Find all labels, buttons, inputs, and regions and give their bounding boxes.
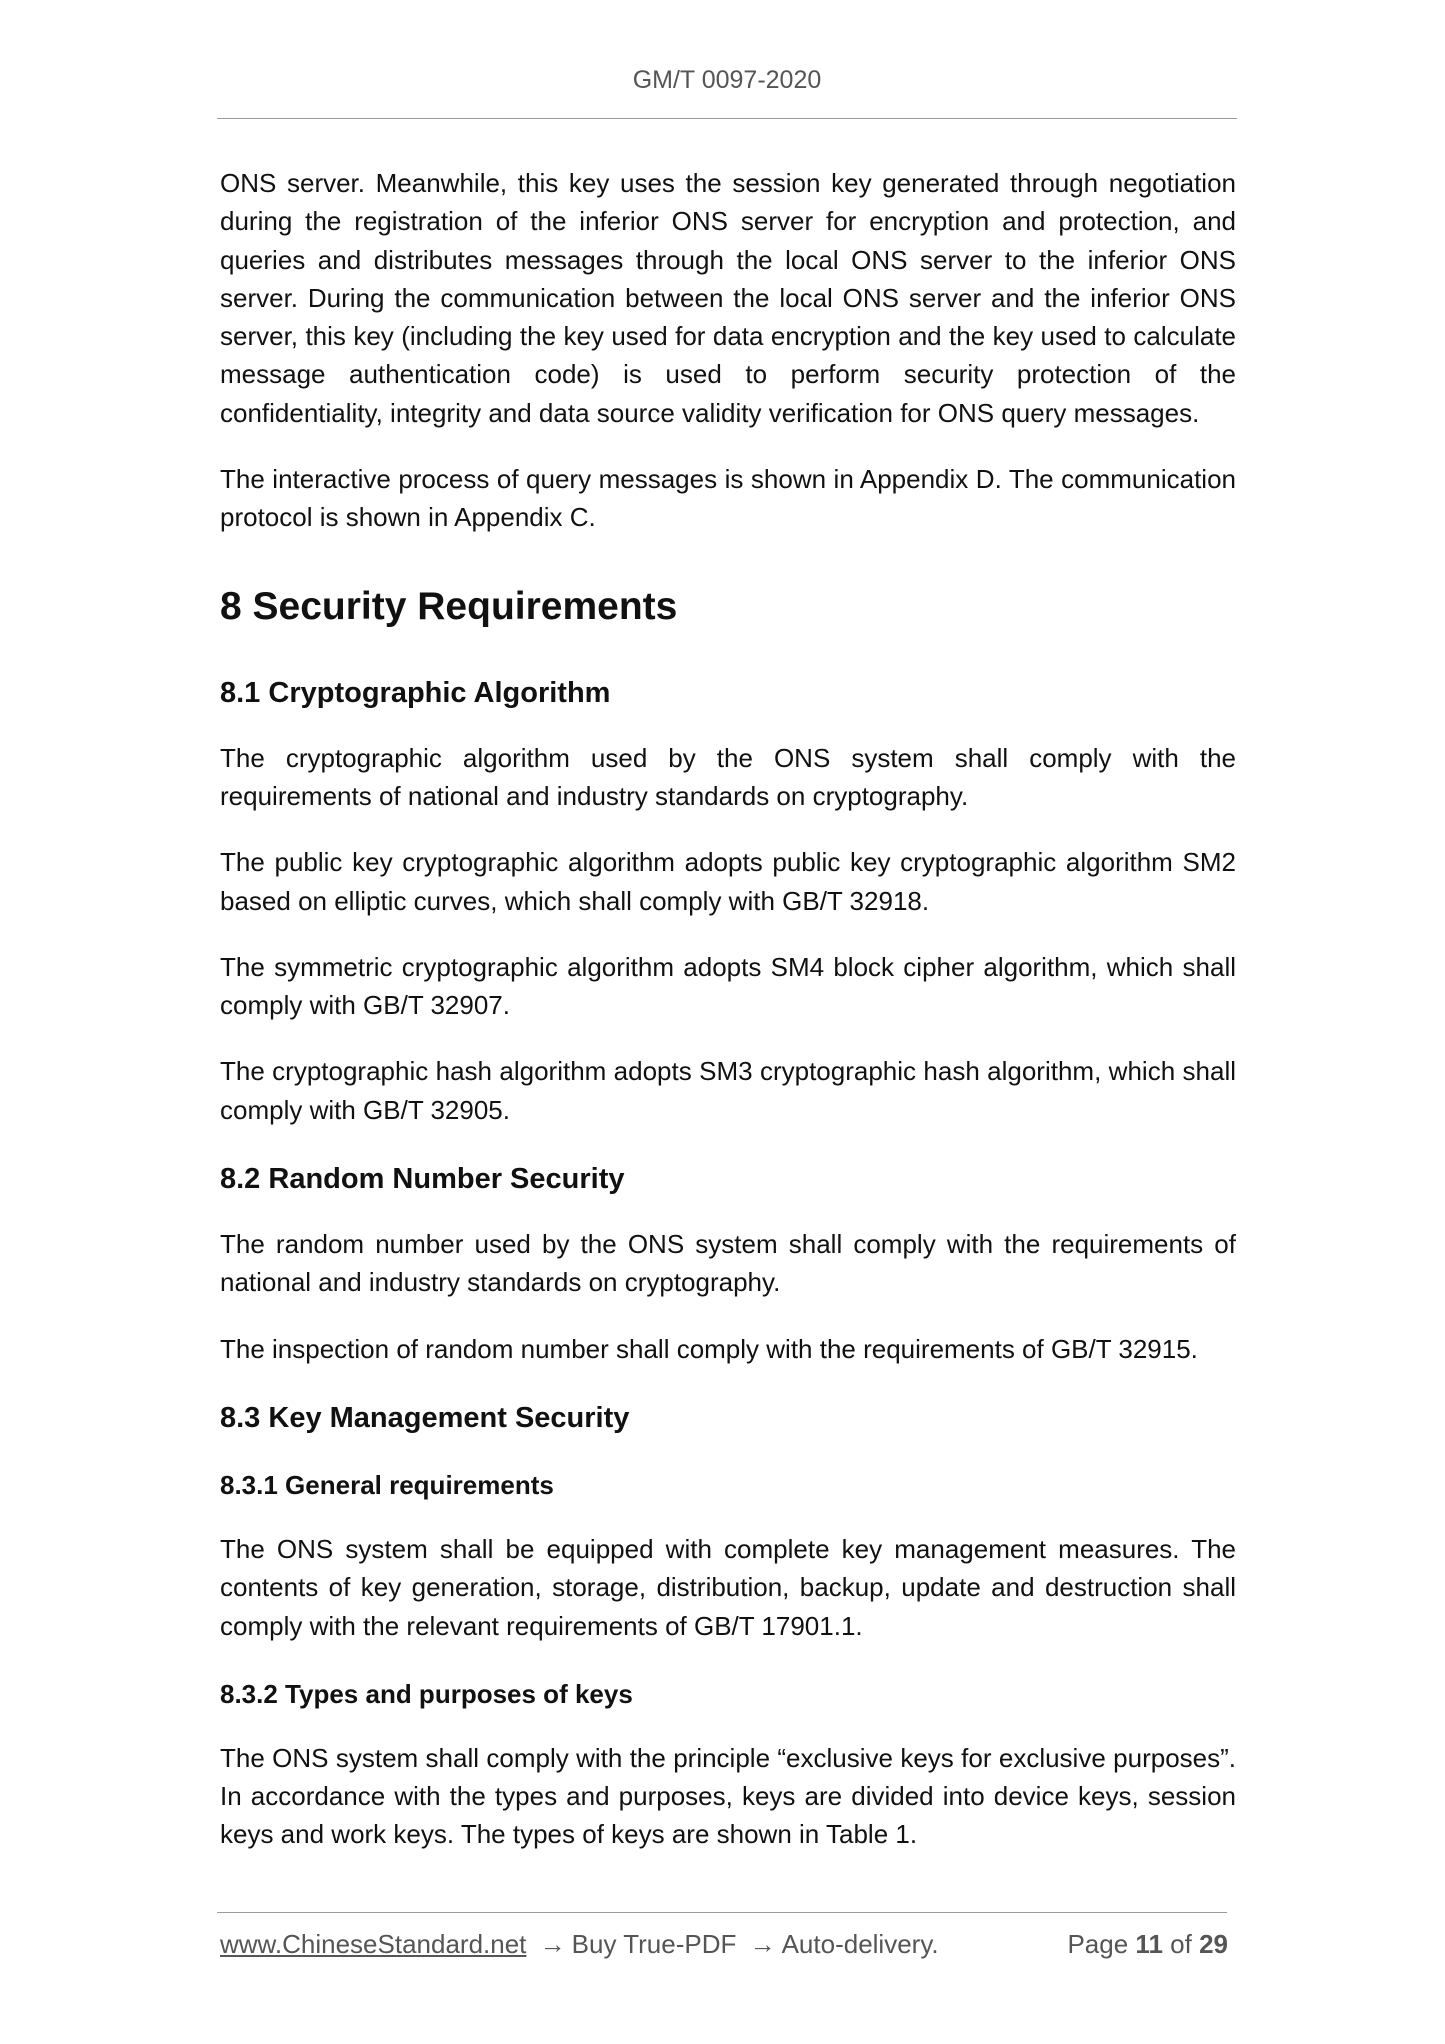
- section-heading-8-2: 8.2 Random Number Security: [220, 1163, 625, 1196]
- page-total: 29: [1199, 1929, 1228, 1959]
- body-paragraph: The cryptographic hash algorithm adopts SM3 cryptographic hash algorithm, which shall comply with GB/T 32905.: [220, 1056, 1236, 1125]
- footer-divider: [217, 1912, 1227, 1913]
- of-label: of: [1170, 1929, 1192, 1959]
- body-paragraph: ONS server. Meanwhile, this key uses the session key generated through negotiation during the registration of the inferior ONS server for encryption and protection, and queries and distributes messages through the local ONS server to the inferior ONS server. During the communication between the local ONS server and the inferior ONS server, this key (including the key used for data encryption and the key used to calculate message authentication code) is used to perform security protection of the confidentiality, integrity and data source validity verification for ONS query messages.: [220, 168, 1236, 428]
- section-heading-8-3-2: 8.3.2 Types and purposes of keys: [220, 1678, 633, 1709]
- site-link[interactable]: www.ChineseStandard.net: [220, 1929, 527, 1959]
- arrow-right-icon: →: [539, 1929, 566, 1959]
- section-heading-8-3: 8.3 Key Management Security: [220, 1401, 630, 1434]
- body-paragraph: The interactive process of query messages is shown in Appendix D. The communication protocol is shown in Appendix C.: [220, 464, 1236, 533]
- body-paragraph: The public key cryptographic algorithm adopts public key cryptographic algorithm SM2 based on elliptic curves, which shall comply with GB/T 32918.: [220, 847, 1236, 916]
- document-header: GM/T 0097-2020: [632, 66, 822, 94]
- body-paragraph: The cryptographic algorithm used by the ONS system shall comply with the requirements of national and industry standards on cryptography.: [220, 742, 1236, 811]
- section-heading-8-3-1: 8.3.1 General requirements: [220, 1469, 554, 1500]
- document-body: [220, 164, 1236, 1854]
- body-paragraph: The random number used by the ONS system shall comply with the requirements of national and industry standards on cryptography.: [220, 1229, 1236, 1298]
- page-current: 11: [1135, 1929, 1163, 1959]
- body-paragraph: The inspection of random number shall comply with the requirements of GB/T 32915.: [220, 1333, 1198, 1364]
- section-heading-8: 8 Security Requirements: [220, 584, 678, 628]
- buy-true-pdf-text: Buy True-PDF: [571, 1929, 737, 1959]
- auto-delivery-text: Auto-delivery.: [781, 1929, 939, 1959]
- header-divider: [217, 118, 1237, 119]
- footer-promo: [220, 1929, 939, 1960]
- page-indicator: [1067, 1929, 1228, 1960]
- section-heading-8-1: 8.1 Cryptographic Algorithm: [220, 676, 611, 709]
- body-paragraph: The ONS system shall be equipped with complete key management measures. The contents of key generation, storage, distribution, backup, update and destruction shall comply with the relevant requirements of GB/T 17901.1.: [220, 1533, 1236, 1641]
- arrow-right-icon: →: [749, 1929, 776, 1959]
- page-label: Page: [1067, 1929, 1129, 1959]
- body-paragraph: The ONS system shall comply with the principle “exclusive keys for exclusive purposes”. In accordance with the types and purposes, keys are divided into device keys, session keys and work keys. The types of keys are shown in Table 1.: [220, 1742, 1236, 1850]
- body-paragraph: The symmetric cryptographic algorithm adopts SM4 block cipher algorithm, which shall comply with GB/T 32907.: [220, 951, 1236, 1021]
